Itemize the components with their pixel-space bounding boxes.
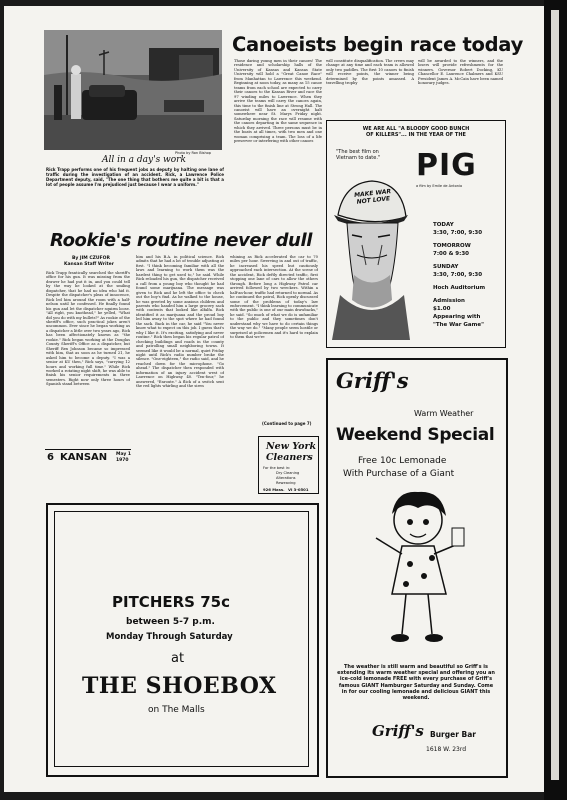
griffs-bar-label: Burger Bar — [430, 730, 476, 739]
shoebox-at: at — [171, 651, 185, 666]
cleaners-service-2: Alterations — [276, 476, 296, 480]
shoebox-headline: PITCHERS 75c — [112, 593, 230, 611]
griffs-special: Weekend Special — [336, 425, 495, 445]
shoebox-name: THE SHOEBOX — [82, 673, 277, 699]
pig-day-3: SUNDAY — [433, 264, 459, 270]
byline-title: Kansan Staff Writer — [64, 262, 114, 267]
pig-times-1: 3:30, 7:00, 9:30 — [433, 230, 483, 236]
pig-credit: a film by Emile de Antonio — [416, 184, 463, 188]
pig-venue: Hoch Auditorium — [433, 285, 486, 291]
griffs-offer-1: Free 10c Lemonade — [358, 456, 447, 466]
photo-caption: Rick Trapp performs one of his frequent jobs as deputy by halting one lane of traffic during the investigation of an accident. Rick, a Lawrence Police Department deputy, said, "The one thing that bothers me quite a bit is that a lot of people assume I'm prejudiced just because I wear a uniform." — [46, 167, 224, 187]
canoe-column-1: Those daring young men in their canoes! The residence and scholarship halls of the University of Kansas and Kansas State University will hold a "Great Canoe Race" from Manhattan to Lawrence this weekend. Beginning at noon today, as many as 15 canoe teams from each school are expected to carry their canoes to the Kansas River and race the 97 winding miles to Lawrence. When they arrive the teams will carry the canoes again, this time to the finish line at Strong Hall. The canoeist will have an overnight halt somewhere near St. Marys Friday night. Saturday morning the race will resume with the canoes departing in the same sequence in which they arrived. Three persons must be in the boats at all times, with two men and one woman comprising a team. The loss of a life preserver or interfering with other canoes — [234, 59, 322, 144]
shoebox-days: Monday Through Saturday — [106, 632, 233, 642]
pig-times-3: 3:30, 7:00, 9:30 — [433, 272, 483, 278]
folio-paper-name: KANSAN — [60, 452, 108, 463]
griffs-body: The weather is still warm and beautiful so Griff's is extending its warm weather special and offering you an ice-cold lemonade FREE with every purchase of Griff's famous GIANT Hamburger Saturday and Sunday. Come in for our cooling lemonade and delicious GIANT this weekend. — [337, 664, 495, 702]
continued-line: (Continued to page 7) — [262, 421, 312, 426]
cleaners-name-2: Cleaners — [266, 452, 313, 463]
canoe-column-3: will be awarded to the winners, and the losers will provide refreshments for the winners. Governor Robert Docking, KU Chancellor E. Laurence Chalmers and KSU President James A. McCain have been named honorary judges. — [418, 59, 503, 86]
adjacent-page-sliver — [551, 10, 559, 780]
folio-page-number: 6 — [47, 452, 54, 463]
griffs-bar-logo: Griff's — [372, 722, 424, 740]
griffs-warm: Warm Weather — [414, 409, 474, 418]
pig-quote: "The best film on Vietnam to date." — [336, 149, 381, 161]
girl-illustration — [362, 484, 472, 660]
pig-day-2: TOMORROW — [433, 243, 471, 249]
cleaners-name-1: New York — [266, 441, 317, 452]
canoe-headline: Canoeists begin race today — [232, 33, 523, 56]
rookie-column-2: him and his B.A. in political science. Rick admits that he had a lot of trouble adjusting at first. "I think becoming familiar with all the laws and learning to work them was the hardest thing to get used to," he said. While Rick reloaded his gun, the dispatcher received a call from a young boy who thought he had found some marijuana. The message was given to Rick and he left the office to check out the boy's find. As he walked to the house, he was greeted by some anxious children and parents who handed him a large grocery sack with contents that looked like alfalfa. Rick identified it as marijuana and the proud boy led him away to the spot where he had found the sack. Back in the car, he said "You never know what to expect on this job. I guess that's why I like it. It's exciting, satisfying and never routine." Rick then began his regular patrol of checking buildings and roads in the county and patrolling small neighboring towns. It seemed like it would be a normal, quiet Friday night until Rick's radio number broke the silence. "One-eighteen," the radio said, and he reached down for the microphone. "Go ahead." The dispatcher then responded with information of an injury accident west of Lawrence on Highway 40. "Ten-four," he answered, "Enroute." A flick of a switch sent the red lights whirling and the siren — [136, 255, 224, 389]
folio-rule — [45, 449, 131, 450]
rookie-headline: Rookie's routine never dull — [50, 230, 313, 251]
shoebox-location: on The Malls — [148, 705, 205, 715]
pig-tagline: WE ARE ALL "A BLOODY GOOD BUNCH OF KILLERS"... IN THE YEAR OF THE — [362, 126, 470, 138]
pig-times-2: 7:00 & 9:30 — [433, 251, 469, 257]
pig-title: PIG — [416, 148, 477, 183]
griffs-logo: Griff's — [336, 368, 409, 393]
shoebox-hours: between 5-7 p.m. — [126, 617, 215, 627]
helmet-text: MAKE WAR NOT LOVE — [353, 188, 392, 206]
pig-day-1: TODAY — [433, 222, 454, 228]
folio-date-2: 1970 — [116, 458, 129, 463]
rookie-column-1: Rick Trapp frantically searched the sheriff's office for his gun. It was missing from the drawer he had put it in, and you could tell by the way he looked at the smiling dispatcher, that he had no idea who hid it. Despite the dispatcher's pleas of innocence, Rick led him around the room with a half-nelson until he confessed. He finally found his gun and let the dispatcher squirm loose. "All right, you knothead," he yelled, "What did you do with my bullets?" As rookie of the sheriff's office, such practical jokes aren't uncommon. Ever since he began working as a dispatcher a little over two years ago, Rick has been affectionately known as "the rookie." Rick began working at the Douglas County Sheriff's Office as a dispatcher, but Sheriff Rex Johnson became so impressed with him, that as soon as he turned 21, he asked him to become a deputy. "I was a senior at KU then," Rick says, "carrying 12 hours and working full time." While Rick worked a rotating night shift, he was able to finish his senior requirements in three semesters. Right now only three hours of Spanish stand between — [46, 271, 130, 387]
rookie-column-3: whining as Rick accelerated the car to 70 miles per hour. Swerving in and out of traffic, he increased his speed but cautiously approached each intersection. At the scene of the accident, Rick deftly directed traffic, first stopping one lane of cars to allow the others through. Before long a Highway Patrol car arrived followed by two wreckers. Within a half-an-hour, traffic had returned to normal. As he continued the patrol, Rick openly discussed some of the problems of today's law enforcement. "I think learning to communicate with the public is one of our main drawbacks," he said. "So much of what we do is unfamiliar to the public and they sometimes don't understand why we have to do certain things the way we do." "Many people seem hostile or surprised at policemen and it's hard to explain to them that we're — [230, 255, 318, 340]
pig-admission: $1.00 — [433, 306, 451, 312]
deputy-photo — [44, 30, 222, 150]
cleaners-phone: VI 3-0501 — [288, 487, 309, 492]
griffs-address: 1618 W. 23rd — [426, 746, 467, 753]
folio-date-1: May 1 — [116, 452, 132, 457]
byline: By JIM CZUFOR — [72, 256, 110, 261]
photo-credit: Photo by Ron Bishop — [175, 151, 212, 155]
cleaners-service-3: Reweaving — [276, 481, 296, 485]
griffs-offer-2: With Purchase of a Giant — [343, 469, 455, 479]
cleaners-address: 926 Mass. — [263, 487, 285, 492]
pig-admission-label: Admission — [433, 298, 465, 304]
canoe-column-2: will constitute disqualification. The crews may change at any time and each team is allowed only two paddles. The first 10 canoes to finish will receive points, the winner being determined by the points amassed. A travelling trophy — [326, 59, 414, 86]
photo-caption-title: All in a day's work — [102, 155, 186, 165]
cleaners-service-1: Dry Cleaning — [276, 471, 300, 475]
cleaners-for-best: For the best in: — [263, 466, 291, 470]
pig-appearing: "The War Game" — [433, 322, 484, 328]
pig-appearing-label: Appearing with — [433, 314, 481, 320]
